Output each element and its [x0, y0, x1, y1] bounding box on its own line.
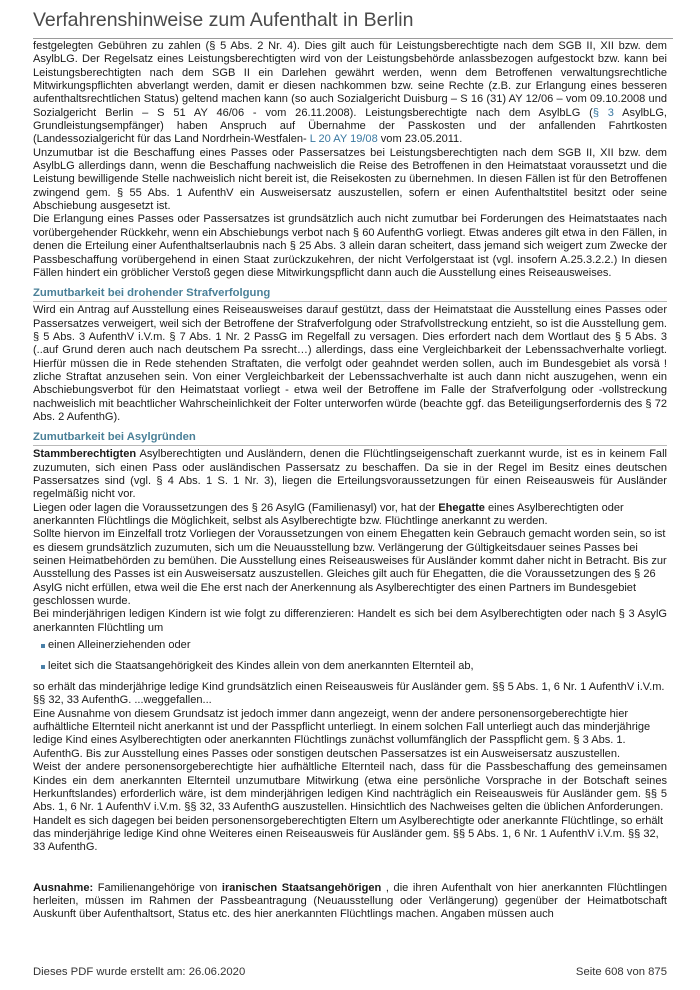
paragraph: so erhält das minderjährige ledige Kind grundsätzlich einen Reiseausweis für Ausländer gem. §§ 5 Abs. 1, 6 Nr. 1 AufenthV i.V.m. §§ 32, 33 AufenthG. ...weggefallen... [33, 681, 665, 707]
bullet-icon [41, 644, 45, 648]
paragraph-text: festgelegten Gebühren zu zahlen (§ 5 Abs. 2 Nr. 4). Dies gilt auch für Leistungsberechtigte nach dem SGB II, XII bzw. dem AsylbLG. Der Regelsatz eines Leistungsberechtigten wird von der Leistungsbehörde anlassbezogen aufgestockt bzw. kann bei Leistungsberechtigten nach dem SGB II ein Darlehen gewährt werden, wenn dem Betroffenen verwaltungsrechtliche Mitwirkungspflichten abverlangt werden, damit er diesen nachkommen bzw. seine Rechte (z.B. zur Erlangung eines besseren aufenthaltsrechtlichen Status) geltend machen kann (so auch Sozialgericht Duisburg – S 16 (31) AY 12/06 – vom 09.10.2008 und Sozialgericht Berlin – S 51 AY 46/06 - vom 26.11.2008). Leistungsberechtigte nach dem AsylbLG ( [33, 40, 667, 119]
list-item [41, 639, 667, 652]
bullet-list [41, 639, 667, 673]
list-item [41, 660, 667, 673]
paragraph-text: Familienangehörige von [93, 881, 222, 894]
paragraph [33, 40, 667, 147]
document-body [33, 40, 667, 922]
section-heading: Zumutbarkeit bei drohender Strafverfolgung [33, 286, 667, 302]
paragraph-text: AsylbLG, Grundleistungsempfänger) haben Anspruch auf Übernahme der Passkosten und der anfallenden Fahrtkosten (Landessozialgericht für das Land Nordrhein-Westfalen- [33, 106, 668, 146]
page-footer [33, 966, 667, 978]
section-heading: Zumutbarkeit bei Asylgründen [33, 430, 667, 446]
paragraph: Handelt es sich dagegen bei beiden personensorgeberechtigten Eltern um Asylberechtigte oder anerkannte Flüchtlinge, so erhält das minderjährige ledige Kind ohne Weiteres einen Reiseausweis für Ausländer gem. §§ 5 Abs. 1, 6 Nr. 1 AufenthV i.V.m. §§ 32, 33 AufenthG. [33, 814, 664, 854]
paragraph-text: eines Asylberechtigten oder anerkannten Flüchtlings die Möglichkeit, selbst als Asylberechtigte bzw. Flüchtlinge anerkannt zu werden. [33, 501, 624, 527]
court-decision-link[interactable]: L 20 AY 19/08 [309, 133, 378, 146]
bold-term: Stammberechtigten [33, 448, 137, 461]
paragraph: Unzumutbar ist die Beschaffung eines Passes oder Passersatzes bei Leistungsberechtigten nach dem SGB II, XII bzw. dem AsylbLG allerdings dann, wenn die Beschaffung nachweislich die Reise des Betroffenen in den Heimatstaat voraussetzt und die Leistung bewilligende Stelle nachweislich nicht bereit ist, die Reisekosten zu übernehmen. In diesen Fällen ist für den Betroffenen zwingend gem. § 55 Abs. 1 AufenthV ein Ausweisersatz auszustellen, sofern er einen Aufenthaltstitel besitzt oder seine Abschiebung ausgesetzt ist. [33, 146, 667, 213]
paragraph: Eine Ausnahme von diesem Grundsatz ist jedoch immer dann angezeigt, wenn der andere personensorgeberechtigte hier aufhältliche Elternteil nicht anerkannt ist und der Passpflicht unterliegt. In einem solchen Fall unterliegt auch das minderjährige ledige Kind eines Asylberechtigten oder anerkannten Flüchtlings zunächst vollumfänglich der Passpflicht gem. § 3 Abs. 1. AufenthG. Bis zur Ausstellung eines Passes oder sonstigen deutschen Passersatzes ist ein Ausweisersatz auszustellen. [33, 707, 651, 760]
paragraph: Die Erlangung eines Passes oder Passersatzes ist grundsätzlich auch nicht zumutbar bei Forderungen des Heimatstaates nach vorübergehender Rückkehr, wenn ein Abschiebungs verbot nach § 60 AufenthG vorliegt. Etwas anderes gilt etwa in den Fällen, in denen die Erteilung einer Aufenthaltserlaubnis nach § 25 Abs. 3 allein daran scheitert, dass jemand sich weigert zum Zwecke der Passbeschaffung vorübergehend in einen Staat zurückzukehren, der nicht Verfolgerstaat ist (vgl. insofern A.25.3.2.2.) In diesen Fällen hindert ein gröblicher Verstoß gegen diese Mitwirkungspflicht dann auch die Ausstellung eines Reiseausweises. [33, 213, 667, 279]
law-link[interactable]: § 3 [592, 106, 614, 119]
paragraph [33, 882, 667, 922]
paragraph-text: Asylberechtigten und Ausländern, denen die Flüchtlingseigenschaft zuerkannt wurde, ist es in keinem Fall zuzumuten, sich einen Pass oder ausländischen Passersatz zu beschaffen. Da sie in der Regel im Besitz eines deutschen Passersatzes sind (vgl. § 4 Abs. 1 S. 1 Nr. 3), liegen die Erteilungsvoraussetzungen für einen Reiseausweis für Ausländer regelmäßig nicht vor. [33, 448, 667, 501]
bold-term: Ausnahme: [33, 881, 94, 894]
bold-term: Ehegatte [438, 501, 485, 514]
paragraph: Wird ein Antrag auf Ausstellung eines Reiseausweises darauf gestützt, dass der Heimatstaat die Ausstellung eines Passes oder Passersatzes verweigert, weil sich der Betroffene der Strafverfolgung oder Strafvollstreckung entzieht, so ist die Ausstellung gem. § 5 Abs. 3 AufenthV i.V.m. § 7 Abs. 1 Nr. 2 PassG im Regelfall zu versagen. Dies erfordert nach dem Wortlaut des § 5 Abs. 3 (..auf Grund deren auch nach deutschem Pa ssrecht…) allerdings, dass eine Vergleichbarkeit der Lebenssachverhalte vorliegt. Hierfür müssen die in Rede stehenden Straftaten, die verfolgt oder geahndet werden sollen, auch im Bundesgebiet als vorsä ! zliche Straftat anzusehen sein. Von einer Vergleichbarkeit der Lebenssachverhalte ist auch dann nicht auszugehen, wenn ein Abschiebungsverbot für den Heimatstaat vorliegt - etwa weil der Betroffene im Falle der Strafverfolgung oder -vollstreckung nachweislich mit beachtlicher Wahrscheinlichkeit der Folter unterworfen würde (beachte ggf. das Beteiligungserfordernis des § 72 Abs. 2 AufenthG). [33, 304, 667, 423]
paragraph: Weist der andere personensorgeberechtigte hier aufhältliche Elternteil nach, dass für die Passbeschaffung des gemeinsamen Kindes ein dem anerkannten Elternteil unzumutbare Mitwirkung (etwa eine persönliche Vorsprache in der Botschaft seines Herkunftslandes) erforderlich wäre, ist dem minderjährigen ledigen Kind nachträglich ein Reiseausweis für Ausländer gem. §§ 5 Abs. 1, 6 Nr. 1 AufenthV i.V.m. §§ 32, 33 AufenthG auszustellen. Hinsichtlich des Nachweises gelten die üblichen Anforderungen. [33, 761, 667, 814]
paragraph [33, 502, 667, 529]
page-title: Verfahrenshinweise zum Aufenthalt in Berlin [33, 8, 673, 39]
paragraph-text: vom 23.05.2011. [377, 133, 463, 146]
paragraph-text: Liegen oder lagen die Voraussetzungen des § 26 AsylG (Familienasyl) vor, hat der [33, 501, 439, 514]
list-item-text: einen Alleinerziehenden oder [48, 639, 191, 652]
paragraph: Sollte hiervon im Einzelfall trotz Vorliegen der Voraussetzungen von einem Ehegatten kein Gebrauch gemacht worden sein, so ist es diesem grundsätzlich zuzumuten, sich um die Neuausstellung bzw. Verlängerung der Gültigkeitsdauer seines Passes bei seinen Heimatbehörden zu bemühen. Die Ausstellung eines Reiseausweises für Ausländer kommt daher nicht in Betracht. Bis zur Ausstellung des Passes ist ein Ausweisersatz auszustellen. Gleiches gilt auch für Ehegatten, die die Voraussetzungen des § 26 AsylG nicht erfüllen, etwa weil die Ehe erst nach der Anerkennung als Asylberechtigter des einen Partners im Bundesgebiet geschlossen wurde. [33, 528, 667, 608]
paragraph [33, 448, 667, 501]
footer-page-number: Seite 608 von 875 [575, 966, 667, 978]
footer-created-date: Dieses PDF wurde erstellt am: 26.06.2020 [33, 966, 246, 978]
bullet-icon [41, 665, 45, 669]
bold-term: iranischen Staatsangehörigen [221, 881, 382, 894]
paragraph: Bei minderjährigen ledigen Kindern ist wie folgt zu differenzieren: Handelt es sich bei dem Asylberechtigten oder nach § 3 AsylG anerkannten Flüchtling um [33, 608, 667, 634]
paragraph-text: , die ihren Aufenthalt von hier anerkannten Flüchtlingen herleiten, müssen im Rahmen der Passbeantragung (Neuausstellung oder Verlängerung) gegenüber der Heimatbotschaft Auskunft über Aufenthaltsort, Status etc. des hier anerkannten Flüchtlings machen. Angaben müssen auch [33, 881, 667, 921]
list-item-text: leitet sich die Staatsangehörigkeit des Kindes allein von dem anerkannten Elternteil ab, [48, 660, 474, 673]
